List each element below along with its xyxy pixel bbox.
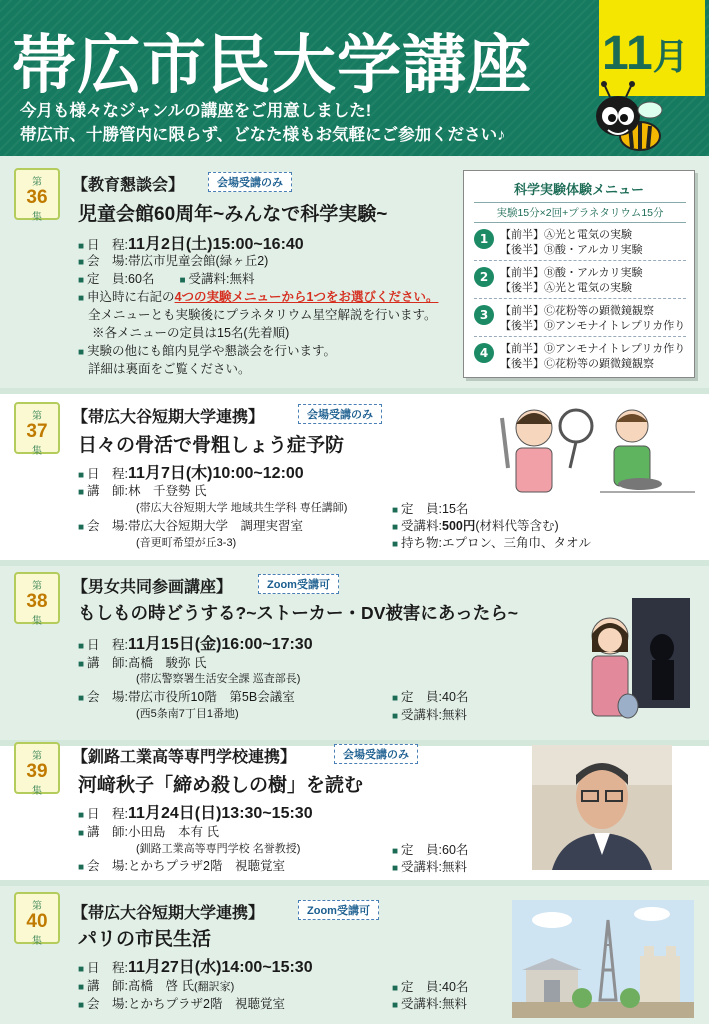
lecture-capacity: 60名 <box>442 843 469 857</box>
lecture-lecturer-row: ■ 講 師:小田島 本有 氏 <box>78 825 220 839</box>
attendance-mode-tag: 会場受講のみ <box>208 172 292 192</box>
lecture-fee-row: ■ 受講料:500円(材料代等含む) <box>392 519 559 533</box>
lecture-date: 11月24日(日)13:30~15:30 <box>128 805 313 822</box>
note-row-2: 全メニューとも実験後にプラネタリウム星空解説を行います。 <box>88 308 437 322</box>
menu-second-half: 【後半】Ⓑ酸・アルカリ実験 <box>500 244 643 256</box>
lecture-venue-row: ■ 会 場:帯広大谷短期大学 調理実習室 <box>78 519 304 533</box>
lecture-fee-row: ■ 受講料:無料 <box>392 708 468 722</box>
lecture-date: 11月2日(土)15:00~16:40 <box>128 236 304 253</box>
capacity-label: 定 員: <box>401 502 443 516</box>
lecture-category: 【釧路工業高等専門学校連携】 <box>72 749 297 766</box>
note-row-3: ※各メニューの定員は15名(先着順) <box>92 326 290 340</box>
date-label: 日 程: <box>87 238 129 252</box>
badge-prefix: 第 <box>32 581 42 592</box>
science-menu-box <box>463 170 695 378</box>
lecture-capacity: 40名 <box>442 980 469 994</box>
capacity-label: 定 員: <box>401 843 443 857</box>
lecture-lecturer-row: ■ 講 師:林 千登勢 氏 <box>78 484 207 498</box>
lecture-category: 【教育懇談会】 <box>72 177 185 194</box>
menu-item-3 <box>470 301 690 333</box>
lecture-capacity-row: ■ 定 員:60名 ■ 受講料:無料 <box>78 272 255 286</box>
lecturer-name: 小田島 本有 氏 <box>128 825 220 839</box>
venue-label: 会 場: <box>87 997 129 1011</box>
attendance-mode-tag: 会場受講のみ <box>334 744 418 764</box>
lecture-badge-38 <box>14 572 60 627</box>
lecturer-affiliation: (帯広大谷短期大学 地域共生学科 専任講師) <box>136 502 348 514</box>
menu-item-4 <box>470 339 690 371</box>
lecture-date: 11月27日(水)14:00~15:30 <box>128 959 313 976</box>
lecture-fee: 無料 <box>442 860 468 874</box>
venue-label: 会 場: <box>87 519 129 533</box>
attendance-mode-tag: Zoom受講可 <box>298 900 379 920</box>
lecture-badge-37 <box>14 402 60 457</box>
lecture-capacity-row: ■ 定 員:60名 <box>392 843 469 857</box>
menu-item-1 <box>470 225 690 257</box>
lecture-category: 【帯広大谷短期大学連携】 <box>72 905 265 922</box>
lecture-capacity-row: ■ 定 員:40名 <box>392 980 469 994</box>
lecture-badge-40 <box>14 892 60 947</box>
date-label: 日 程: <box>87 807 129 821</box>
lecture-category: 【帯広大谷短期大学連携】 <box>72 409 265 426</box>
note-row-5: 詳細は裏面をご覧ください。 <box>88 362 251 376</box>
lecture-fee: 無料 <box>442 997 468 1011</box>
date-label: 日 程: <box>87 638 129 652</box>
date-label: 日 程: <box>87 467 129 481</box>
lecturer-label: 講 師: <box>87 484 129 498</box>
venue-label: 会 場: <box>87 254 129 268</box>
menu-item-2 <box>470 263 690 295</box>
badge-suffix: 集 <box>32 786 42 797</box>
fee-label: 受講料: <box>401 708 443 722</box>
note-row-1: ■ 申込時に右記の4つの実験メニューから1つをお選びください。 <box>78 290 439 304</box>
lecture-venue-row: ■ 会 場:とかちプラザ2階 視聴覚室 <box>78 859 285 873</box>
lecture-title: 日々の骨活で骨粗しょう症予防 <box>78 435 345 456</box>
lecturer-note: (翻訳家) <box>194 981 235 993</box>
menu-divider <box>474 336 686 337</box>
menu-second-half: 【後半】Ⓐ光と電気の実験 <box>500 282 632 294</box>
venue-label: 会 場: <box>87 859 129 873</box>
lecture-date: 11月7日(木)10:00~12:00 <box>128 465 304 482</box>
menu-subtitle: 実験15分×2回+プラネタリウム15分 <box>474 202 686 223</box>
lecture-date-row: ■ 日 程:11月15日(金)16:00~17:30 <box>78 636 313 653</box>
lecture-venue: とかちプラザ2階 視聴覚室 <box>128 997 285 1011</box>
lecture-category: 【男女共同参画講座】 <box>72 579 233 596</box>
lecturer-affiliation: (釧路工業高等専門学校 名誉教授) <box>136 843 301 855</box>
intro-line-2: 帯広市、十勝管内に限らず、どなた様もお気軽にご参加ください♪ <box>20 126 506 144</box>
badge-number: 39 <box>26 761 48 782</box>
lecturer-name: 林 千登勢 氏 <box>128 484 207 498</box>
menu-title: 科学実験体験メニュー <box>513 182 644 197</box>
menu-number-badge: 1 <box>474 229 494 249</box>
intro-line-1: 今月も様々なジャンルの講座をご用意しました! <box>20 102 372 120</box>
lecture-fee-row: ■ 受講料:無料 <box>392 997 468 1011</box>
lecture-capacity: 15名 <box>442 502 469 516</box>
menu-first-half: 【前半】Ⓑ酸・アルカリ実験 <box>500 267 643 279</box>
lecturer-label: 講 師: <box>87 825 129 839</box>
note-highlight: 4つの実験メニューから1つをお選びください。 <box>174 290 439 304</box>
note-text: 実験の他にも館内見学や懇談会を行います。 <box>87 344 337 358</box>
lecturer-label: 講 師: <box>87 656 129 670</box>
lecture-items: エプロン、三角巾、タオル <box>442 536 592 550</box>
capacity-label: 定 員: <box>401 980 443 994</box>
lecture-date: 11月15日(金)16:00~17:30 <box>128 636 313 653</box>
badge-prefix: 第 <box>32 177 42 188</box>
cooking-illustration-icon <box>490 398 700 498</box>
menu-first-half: 【前半】Ⓐ光と電気の実験 <box>500 229 632 241</box>
lecture-venue: 帯広大谷短期大学 調理実習室 <box>128 519 304 533</box>
capacity-label: 定 員: <box>87 272 129 286</box>
lecturer-affiliation: (帯広警察署生活安全課 巡査部長) <box>136 673 301 685</box>
month-number: 11 <box>602 27 653 80</box>
badge-suffix: 集 <box>32 936 42 947</box>
fee-label: 受講料: <box>401 997 443 1011</box>
lecture-date-row: ■ 日 程:11月24日(日)13:30~15:30 <box>78 805 313 822</box>
intro-text <box>20 99 505 147</box>
lecture-capacity-row: ■ 定 員:15名 <box>392 502 469 516</box>
menu-first-half: 【前半】Ⓒ花粉等の顕微鏡観察 <box>500 305 654 317</box>
lecturer-name: 髙橋 駿弥 氏 <box>128 656 207 670</box>
fee-label: 受講料: <box>188 272 230 286</box>
menu-second-half: 【後半】Ⓒ花粉等の顕微鏡観察 <box>500 358 654 370</box>
lecture-fee-row: ■ 受講料:無料 <box>392 860 468 874</box>
venue-label: 会 場: <box>87 690 129 704</box>
paris-cityscape-illustration-icon <box>512 900 694 1018</box>
lecture-date-row: ■ 日 程:11月27日(水)14:00~15:30 <box>78 959 313 976</box>
attendance-mode-tag: 会場受講のみ <box>298 404 382 424</box>
lecture-fee: 無料 <box>442 708 468 722</box>
month-label <box>602 26 689 81</box>
venue-address: (西5条南7丁目1番地) <box>136 708 239 720</box>
lecture-title: パリの市民生活 <box>78 929 212 950</box>
worried-woman-illustration-icon <box>572 598 690 728</box>
badge-number: 37 <box>26 421 48 442</box>
lecture-lecturer-row: ■ 講 師:髙橋 啓 氏(翻訳家) <box>78 979 235 993</box>
items-label: 持ち物: <box>401 536 443 550</box>
badge-number: 38 <box>26 591 48 612</box>
lecture-title: もしもの時どうする?~ストーカー・DV被害にあったら~ <box>78 603 518 623</box>
lecture-date-row: ■ 日 程:11月7日(木)10:00~12:00 <box>78 465 304 482</box>
lecture-badge-39 <box>14 742 60 797</box>
lecturer-label: 講 師: <box>87 979 129 993</box>
lecture-venue: 帯広市児童会館(緑ヶ丘2) <box>128 254 269 268</box>
fee-label: 受講料: <box>401 519 443 533</box>
lecture-capacity: 40名 <box>442 690 469 704</box>
menu-second-half: 【後半】Ⓓアンモナイトレプリカ作り <box>500 320 686 332</box>
lecture-date-row: ■ 日 程:11月2日(土)15:00~16:40 <box>78 236 304 253</box>
month-suffix: 月 <box>652 36 689 77</box>
menu-number-badge: 3 <box>474 305 494 325</box>
lecture-items-row: ■ 持ち物:エプロン、三角巾、タオル <box>392 536 592 550</box>
lecture-venue: 帯広市役所10階 第5B会議室 <box>128 690 295 704</box>
lecture-lecturer-row: ■ 講 師:髙橋 駿弥 氏 <box>78 656 207 670</box>
lecture-capacity: 60名 <box>128 272 155 286</box>
lecture-venue-row: ■ 会 場:帯広市役所10階 第5B会議室 <box>78 690 295 704</box>
fee-label: 受講料: <box>401 860 443 874</box>
page-title: 帯広市民大学講座 <box>12 29 532 101</box>
menu-first-half: 【前半】Ⓓアンモナイトレプリカ作り <box>500 343 686 355</box>
lecture-venue: とかちプラザ2階 視聴覚室 <box>128 859 285 873</box>
note-row-4: ■ 実験の他にも館内見学や懇談会を行います。 <box>78 344 337 358</box>
lecture-title: 児童会館60周年~みんなで科学実験~ <box>78 204 388 225</box>
bee-mascot-icon <box>588 80 668 160</box>
venue-address: (音更町希望が丘3-3) <box>136 537 237 549</box>
lecture-venue-row: ■ 会 場:帯広市児童会館(緑ヶ丘2) <box>78 254 269 268</box>
badge-suffix: 集 <box>32 446 42 457</box>
badge-number: 36 <box>26 187 48 208</box>
menu-divider <box>474 260 686 261</box>
fee-note: (材料代等含む) <box>475 519 559 533</box>
menu-divider <box>474 298 686 299</box>
badge-suffix: 集 <box>32 212 42 223</box>
badge-number: 40 <box>26 911 48 932</box>
badge-prefix: 第 <box>32 411 42 422</box>
lecture-title: 河﨑秋子「締め殺しの樹」を読む <box>78 775 364 796</box>
lecturer-name: 髙橋 啓 氏 <box>128 979 195 993</box>
lecture-fee: 500円 <box>442 519 476 533</box>
attendance-mode-tag: Zoom受講可 <box>258 574 339 594</box>
menu-number-badge: 4 <box>474 343 494 363</box>
menu-number-badge: 2 <box>474 267 494 287</box>
date-label: 日 程: <box>87 961 129 975</box>
badge-prefix: 第 <box>32 751 42 762</box>
note-text: 申込時に右記の <box>87 290 175 304</box>
lecture-capacity-row: ■ 定 員:40名 <box>392 690 469 704</box>
badge-suffix: 集 <box>32 616 42 627</box>
lecture-fee: 無料 <box>229 272 255 286</box>
lecturer-photo <box>532 745 672 870</box>
badge-prefix: 第 <box>32 901 42 912</box>
capacity-label: 定 員: <box>401 690 443 704</box>
lecture-badge-36 <box>14 168 60 223</box>
lecture-venue-row: ■ 会 場:とかちプラザ2階 視聴覚室 <box>78 997 285 1011</box>
